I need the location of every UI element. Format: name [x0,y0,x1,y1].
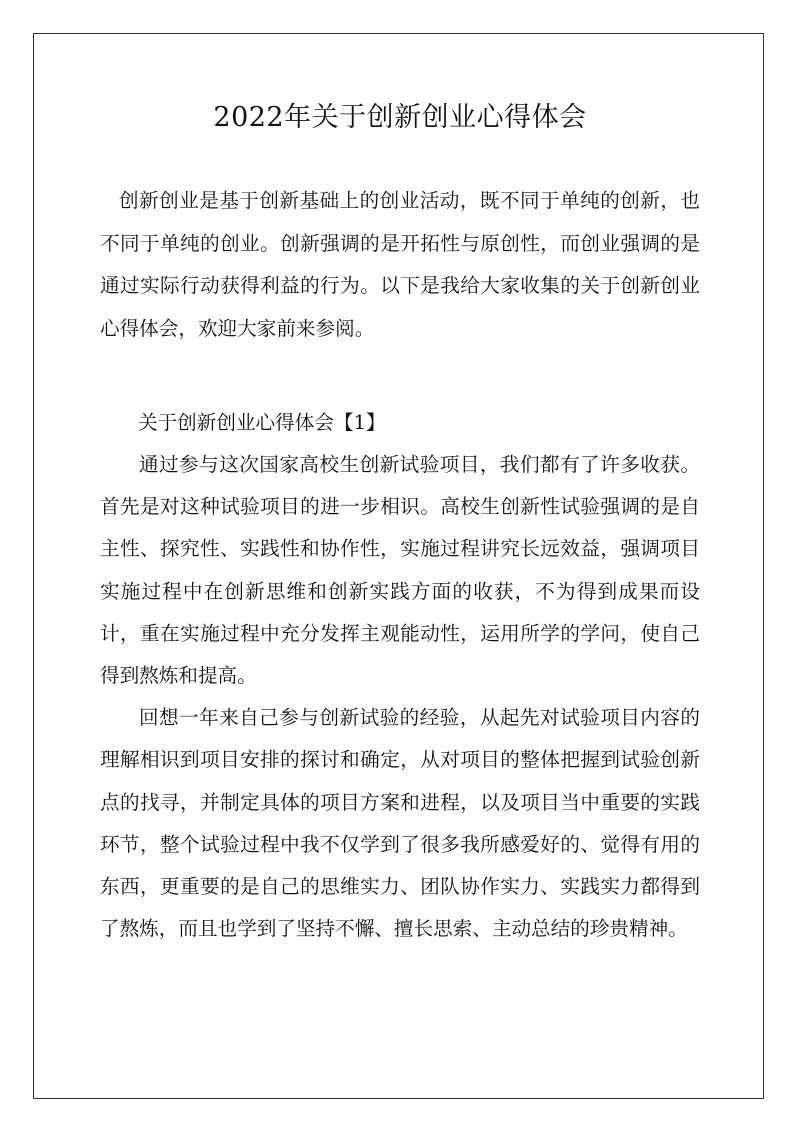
body-paragraph-1: 通过参与这次国家高校生创新试验项目，我们都有了许多收获。首先是对这种试验项目的进一步相识。高校生创新性试验强调的是自主性、探究性、实践性和协作性，实施过程讲究长远效益，强调项目实施过程中在创新思维和创新实践方面的收获，不为得到成果而设计，重在实施过程中充分发挥主观能动性，运用所学的学问，使自己得到熬炼和提高。 [100,453,700,688]
document-title: 2022年关于创新创业心得体会 [213,102,587,133]
section-heading: 关于创新创业心得体会【1】 [138,411,386,434]
document-body [100,180,700,950]
intro-paragraph: 创新创业是基于创新基础上的创业活动，既不同于单纯的创新，也不同于单纯的创业。创新强调的是开拓性与原创性，而创业强调的是通过实际行动获得利益的行为。以下是我给大家收集的关于创新创业心得体会，欢迎大家前来参阅。 [100,189,700,340]
body-paragraph-2: 回想一年来自己参与创新试验的经验，从起先对试验项目内容的理解相识到项目安排的探讨和确定，从对项目的整体把握到试验创新点的找寻，并制定具体的项目方案和进程，以及项目当中重要的实践环节，整个试验过程中我不仅学到了很多我所感爱好的、觉得有用的东西，更重要的是自己的思维实力、团队协作实力、实践实力都得到了熬炼，而且也学到了坚持不懈、擅长思索、主动总结的珍贵精神。 [100,706,700,941]
